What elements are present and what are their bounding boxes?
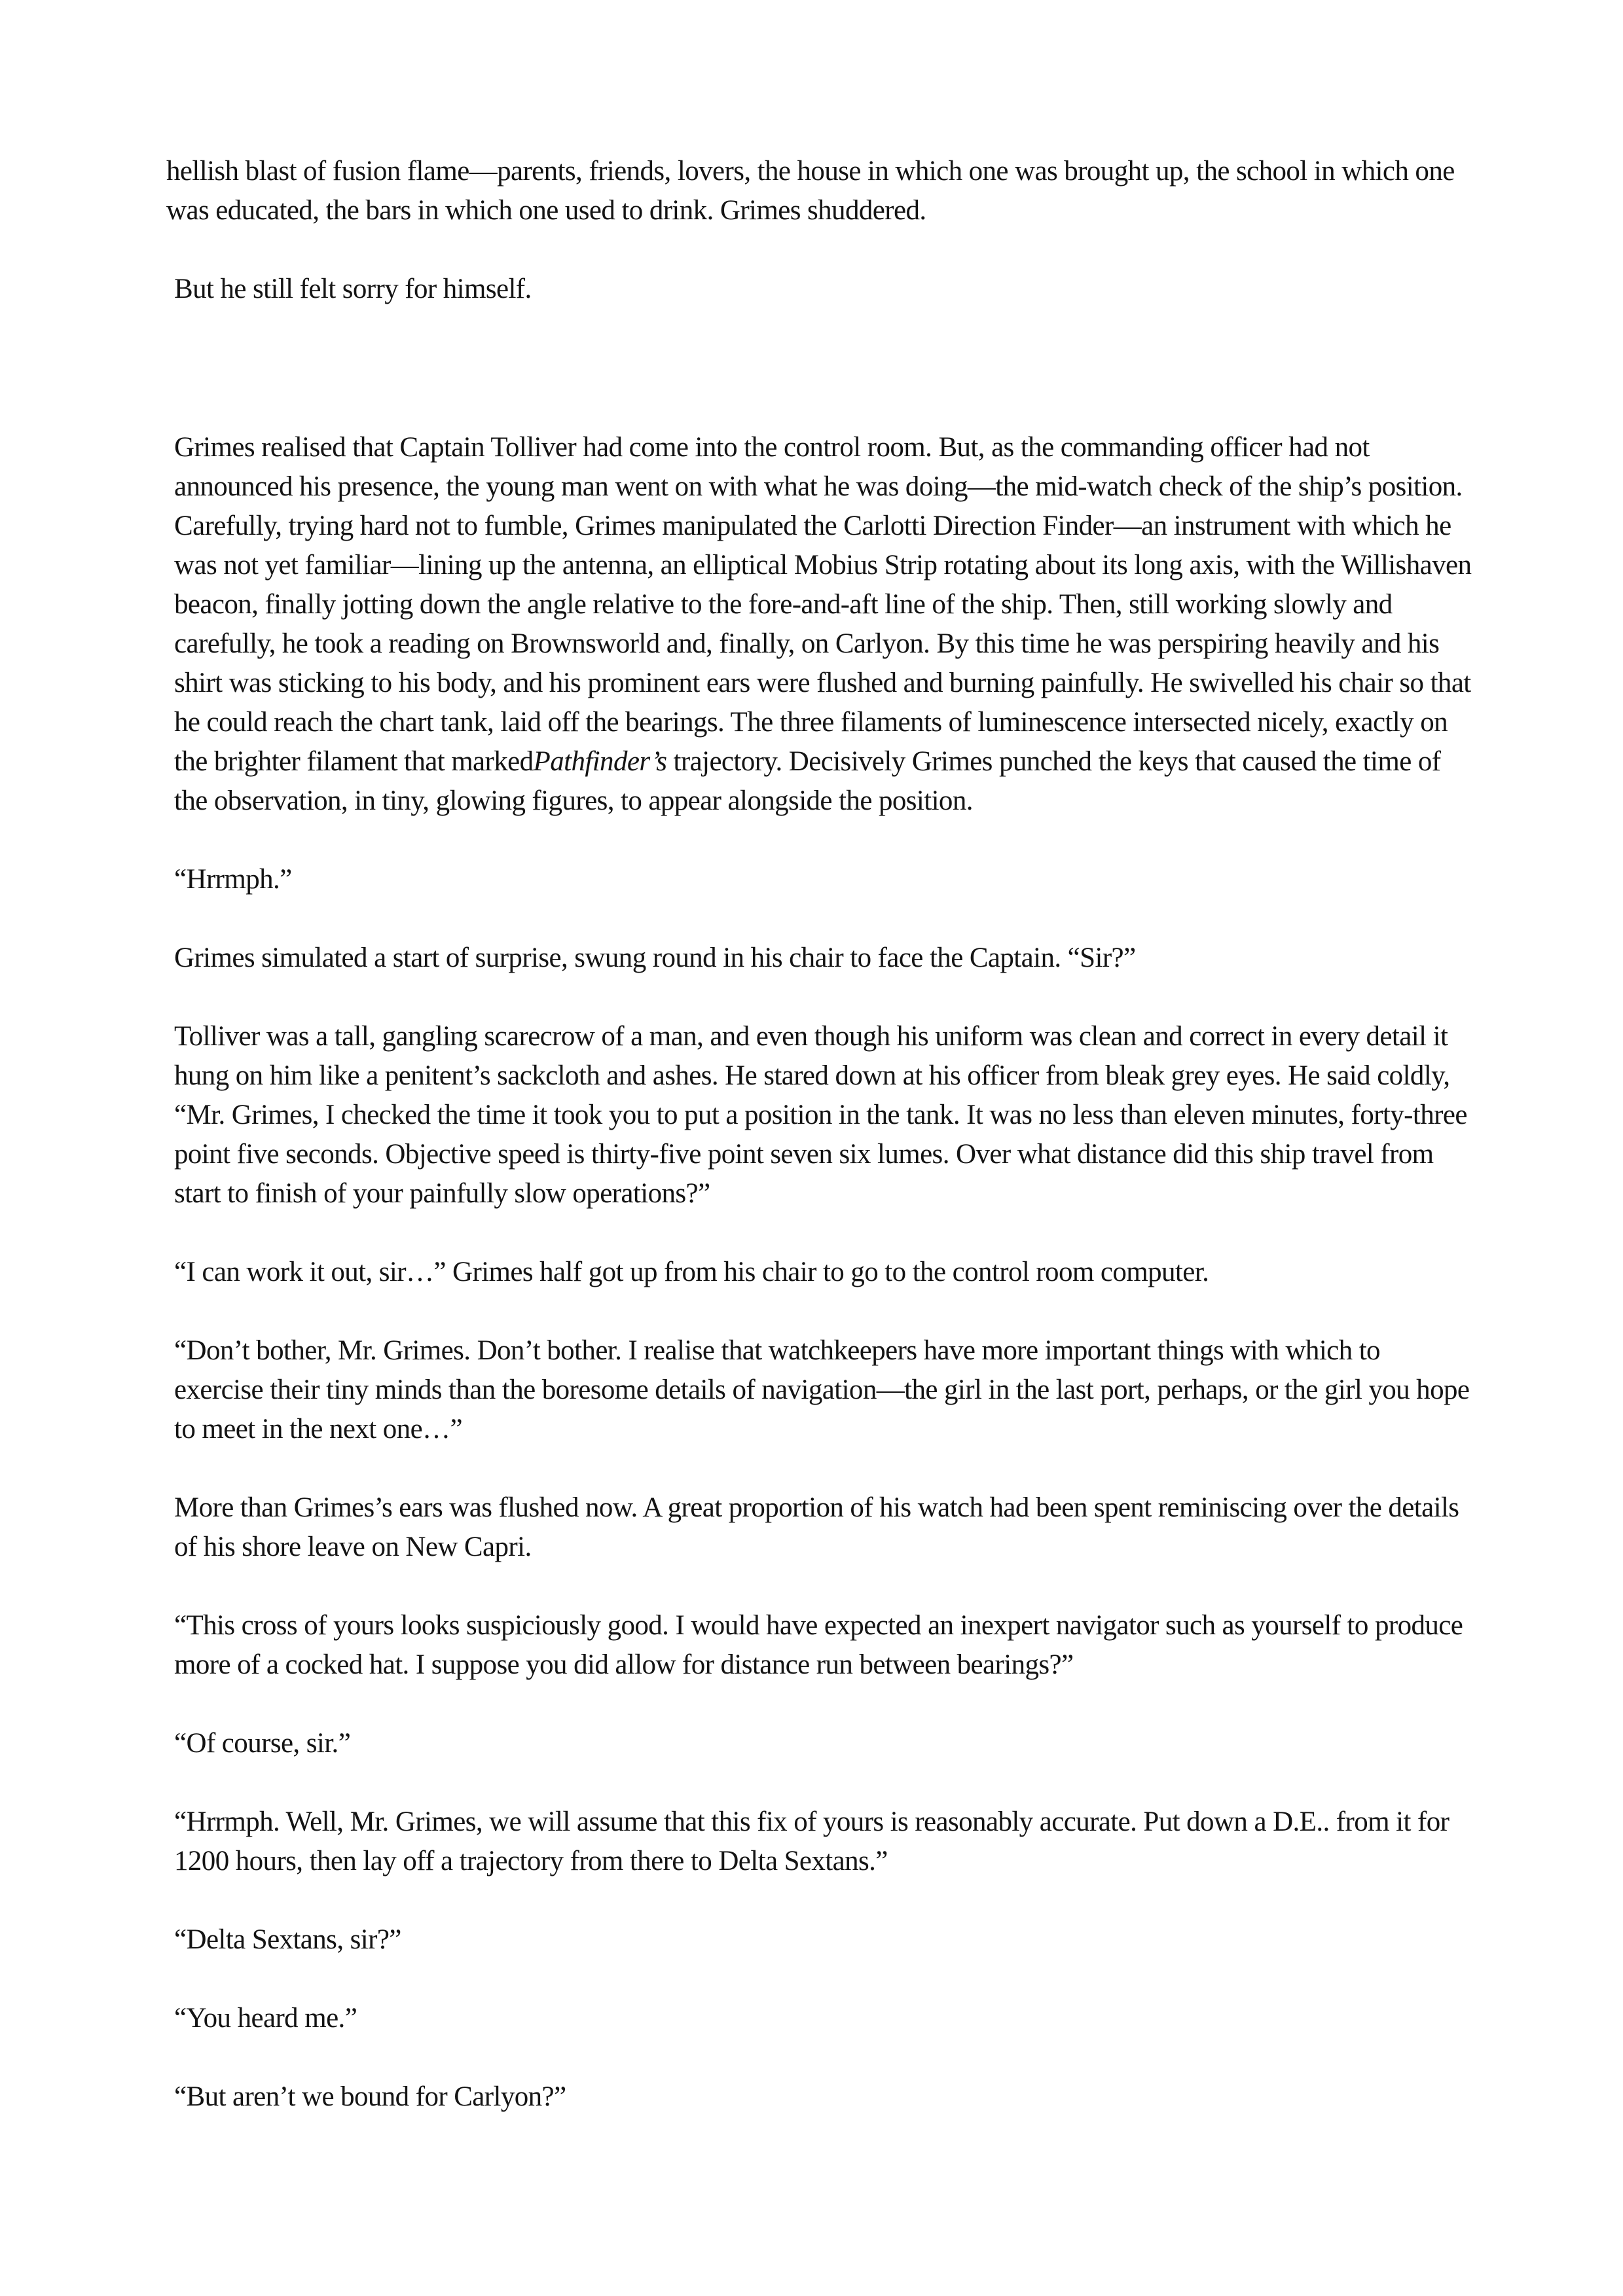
paragraph: “Hrrmph. Well, Mr. Grimes, we will assume that this fix of yours is reasonably accurate. Put down a D.E.. from it for 1200 hours, then lay off a trajectory from there to Delta Sextans.”	[174, 1806, 1450, 1876]
ship-name: Pathfinder’s	[533, 746, 667, 777]
paragraph: “Delta Sextans, sir?”	[174, 1924, 401, 1955]
paragraph: “Of course, sir.”	[174, 1728, 351, 1759]
paragraph: More than Grimes’s ears was flushed now. A great proportion of his watch had been spent reminiscing over the details of his shore leave on New Capri.	[174, 1492, 1459, 1562]
paragraph-text: Grimes realised that Captain Tolliver had come into the control room. But, as the commanding officer had not announced his presence, the young man went on with what he was doing—the mid-watch check of the ship’s position. Carefully, trying hard not to fumble, Grimes manipulated the Carlotti Direction Finder—an instrument with which he was not yet familiar—lining up the antenna, an elliptical Mobius Strip rotating about its long axis, with the Willishaven beacon, finally jotting down the angle relative to the fore-and-aft line of the ship. Then, still working slowly and carefully, he took a reading on Brownsworld and, finally, on Carlyon. By this time he was perspiring heavily and his shirt was sticking to his body, and his prominent ears were flushed and burning painfully. He swivelled his chair so that he could reach the chart tank, laid off the bearings. The three filaments of luminescence intersected nicely, exactly on the brighter filament that marked	[174, 432, 1472, 777]
paragraph: hellish blast of fusion flame—parents, friends, lovers, the house in which one was brought up, the school in which one was educated, the bars in which one used to drink. Grimes shuddered.	[166, 156, 1455, 226]
paragraph: Grimes simulated a start of surprise, swung round in his chair to face the Captain. “Sir?”	[174, 942, 1136, 973]
paragraph: “Don’t bother, Mr. Grimes. Don’t bother. I realise that watchkeepers have more important things with which to exercise their tiny minds than the boresome details of navigation—the girl in the last port, perhaps, or the girl you hope to meet in the next one…”	[174, 1335, 1470, 1444]
paragraph: But he still felt sorry for himself.	[174, 274, 532, 304]
paragraph: “You heard me.”	[174, 2003, 357, 2034]
paragraph	[166, 428, 1476, 821]
paragraph: “This cross of yours looks suspiciously good. I would have expected an inexpert navigator such as yourself to produce more of a cocked hat. I suppose you did allow for distance run between bearings?”	[174, 1610, 1463, 1680]
section-break	[166, 348, 1476, 428]
document-page	[166, 152, 1476, 2156]
paragraph: “Hrrmph.”	[174, 864, 292, 895]
paragraph: “But aren’t we bound for Carlyon?”	[174, 2081, 566, 2112]
paragraph-text: trajectory. Decisively Grimes punched the keys that caused the time of the observation, in tiny, glowing figures, to appear alongside the position.	[174, 746, 1441, 816]
paragraph: Tolliver was a tall, gangling scarecrow of a man, and even though his uniform was clean and correct in every detail it hung on him like a penitent’s sackcloth and ashes. He stared down at his officer from bleak grey eyes. He said coldly, “Mr. Grimes, I checked the time it took you to put a position in the tank. It was no less than eleven minutes, forty-three point five seconds. Objective speed is thirty-five point seven six lumes. Over what distance did this ship travel from start to finish of your painfully slow operations?”	[174, 1021, 1467, 1209]
paragraph: “I can work it out, sir…” Grimes half got up from his chair to go to the control room computer.	[174, 1257, 1209, 1287]
